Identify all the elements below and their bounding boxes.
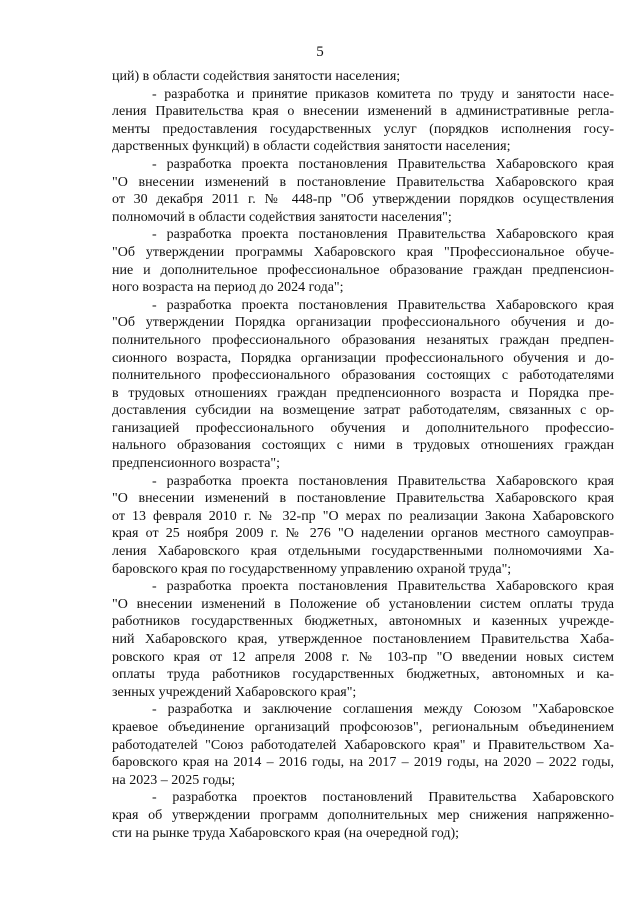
paragraph-5-line-2: "Об утверждении Порядка организации профессионального обучения и до- [112, 315, 614, 331]
paragraph-3-line-2: "О внесении изменений в постановление Правительства Хабаровского края [112, 174, 614, 190]
paragraph-9-line-3: сти на рынке труда Хабаровского края (на очередной год); [112, 825, 460, 841]
paragraph-7-line-3: работников государственных бюджетных, автономных и казенных учрежде- [112, 614, 614, 630]
paragraph-4-line-4: ного возраста на период до 2024 года"; [112, 280, 344, 296]
paragraph-7-line-5: ровского края от 12 апреля 2008 г. № 103-пр "О введении новых систем [112, 649, 614, 665]
paragraph-8-line-3: работодателей "Союз работодателей Хабаровского края" и Правительством Ха- [112, 737, 614, 753]
paragraph-6-line-2: "О внесении изменений в постановление Правительства Хабаровского края [112, 491, 614, 507]
paragraph-3-line-4: полномочий в области содействия занятости населения"; [112, 209, 452, 225]
paragraph-5-line-7: доставления субсидии на возмещение затрат работодателям, связанных с ор- [112, 403, 614, 419]
paragraph-2-line-1: - разработка и принятие приказов комитета по труду и занятости насе- [152, 86, 614, 102]
paragraph-8-line-5: на 2023 – 2025 годы; [112, 772, 236, 788]
paragraph-5-line-10: предпенсионного возраста"; [112, 456, 281, 472]
page-number: 5 [316, 44, 324, 60]
paragraph-7-line-2: "О внесении изменений в Положение об установлении систем оплаты труда [112, 596, 614, 612]
paragraph-7-line-7: зенных учреждений Хабаровского края"; [112, 684, 357, 700]
paragraph-5-line-4: сионного возраста, Порядка организации профессионального обучения и до- [112, 350, 614, 366]
paragraph-4-line-3: ние и дополнительное профессиональное образование граждан предпенсион- [112, 262, 614, 278]
paragraph-5-line-6: в трудовых отношениях граждан предпенсионного возраста и Порядка пре- [112, 385, 614, 401]
paragraph-1-line-1: ций) в области содействия занятости населения; [112, 69, 401, 84]
paragraph-9-line-2: края об утверждении программ дополнительных мер снижения напряженно- [112, 807, 614, 823]
paragraph-6-line-5: ления Хабаровского края отдельными государственными полномочиями Ха- [112, 544, 614, 560]
paragraph-4-line-2: "Об утверждении программы Хабаровского края "Профессиональное обуче- [112, 244, 614, 260]
paragraph-4-line-1: - разработка проекта постановления Правительства Хабаровского края [152, 227, 614, 243]
document-body [112, 68, 614, 842]
paragraph-8-line-1: - разработка и заключение соглашения между Союзом "Хабаровское [152, 702, 614, 718]
paragraph-2-line-3: менты предоставления государственных услуг (порядков исполнения госу- [112, 121, 614, 137]
paragraph-3-line-3: от 30 декабря 2011 г. № 448-пр "Об утверждении порядков осуществления [112, 192, 614, 208]
paragraph-5-line-5: полнительного профессионального образования состоящих с работодателями [112, 368, 614, 384]
paragraph-5-line-1: - разработка проекта постановления Правительства Хабаровского края [152, 297, 614, 313]
paragraph-7-line-1: - разработка проекта постановления Правительства Хабаровского края [152, 579, 614, 595]
paragraph-5-line-8: ганизацией профессионального обучения и дополнительного профессио- [112, 420, 614, 436]
paragraph-6-line-1: - разработка проекта постановления Правительства Хабаровского края [152, 473, 614, 489]
paragraph-9-line-1: - разработка проектов постановлений Правительства Хабаровского [152, 790, 614, 806]
paragraph-2-line-4: дарственных функций) в области содействия занятости населения; [112, 139, 511, 155]
paragraph-6-line-3: от 13 февраля 2010 г. № 32-пр "О мерах по реализации Закона Хабаровского [112, 508, 614, 524]
paragraph-5-line-3: полнительного профессионального образования незанятых граждан предпен- [112, 332, 614, 348]
paragraph-6-line-6: баровского края по государственному управлению охраной труда"; [112, 561, 512, 577]
paragraph-8-line-4: баровского края на 2014 – 2016 годы, на 2017 – 2019 годы, на 2020 – 2022 годы, [112, 755, 614, 771]
paragraph-2-line-2: ления Правительства края о внесении изменений в административные регла- [112, 104, 614, 120]
paragraph-6-line-4: края от 25 ноября 2009 г. № 276 "О наделении органов местного самоуправ- [112, 526, 614, 542]
paragraph-5-line-9: нального образования состоящих с ними в трудовых отношениях граждан [112, 438, 614, 454]
paragraph-7-line-4: ний Хабаровского края, утвержденное постановлением Правительства Хаба- [112, 632, 614, 647]
paragraph-7-line-6: оплаты труда работников государственных бюджетных, автономных и ка- [112, 667, 614, 683]
paragraph-3-line-1: - разработка проекта постановления Правительства Хабаровского края [152, 156, 614, 172]
paragraph-8-line-2: краевое объединение организаций профсоюзов", региональным объединением [112, 719, 614, 735]
